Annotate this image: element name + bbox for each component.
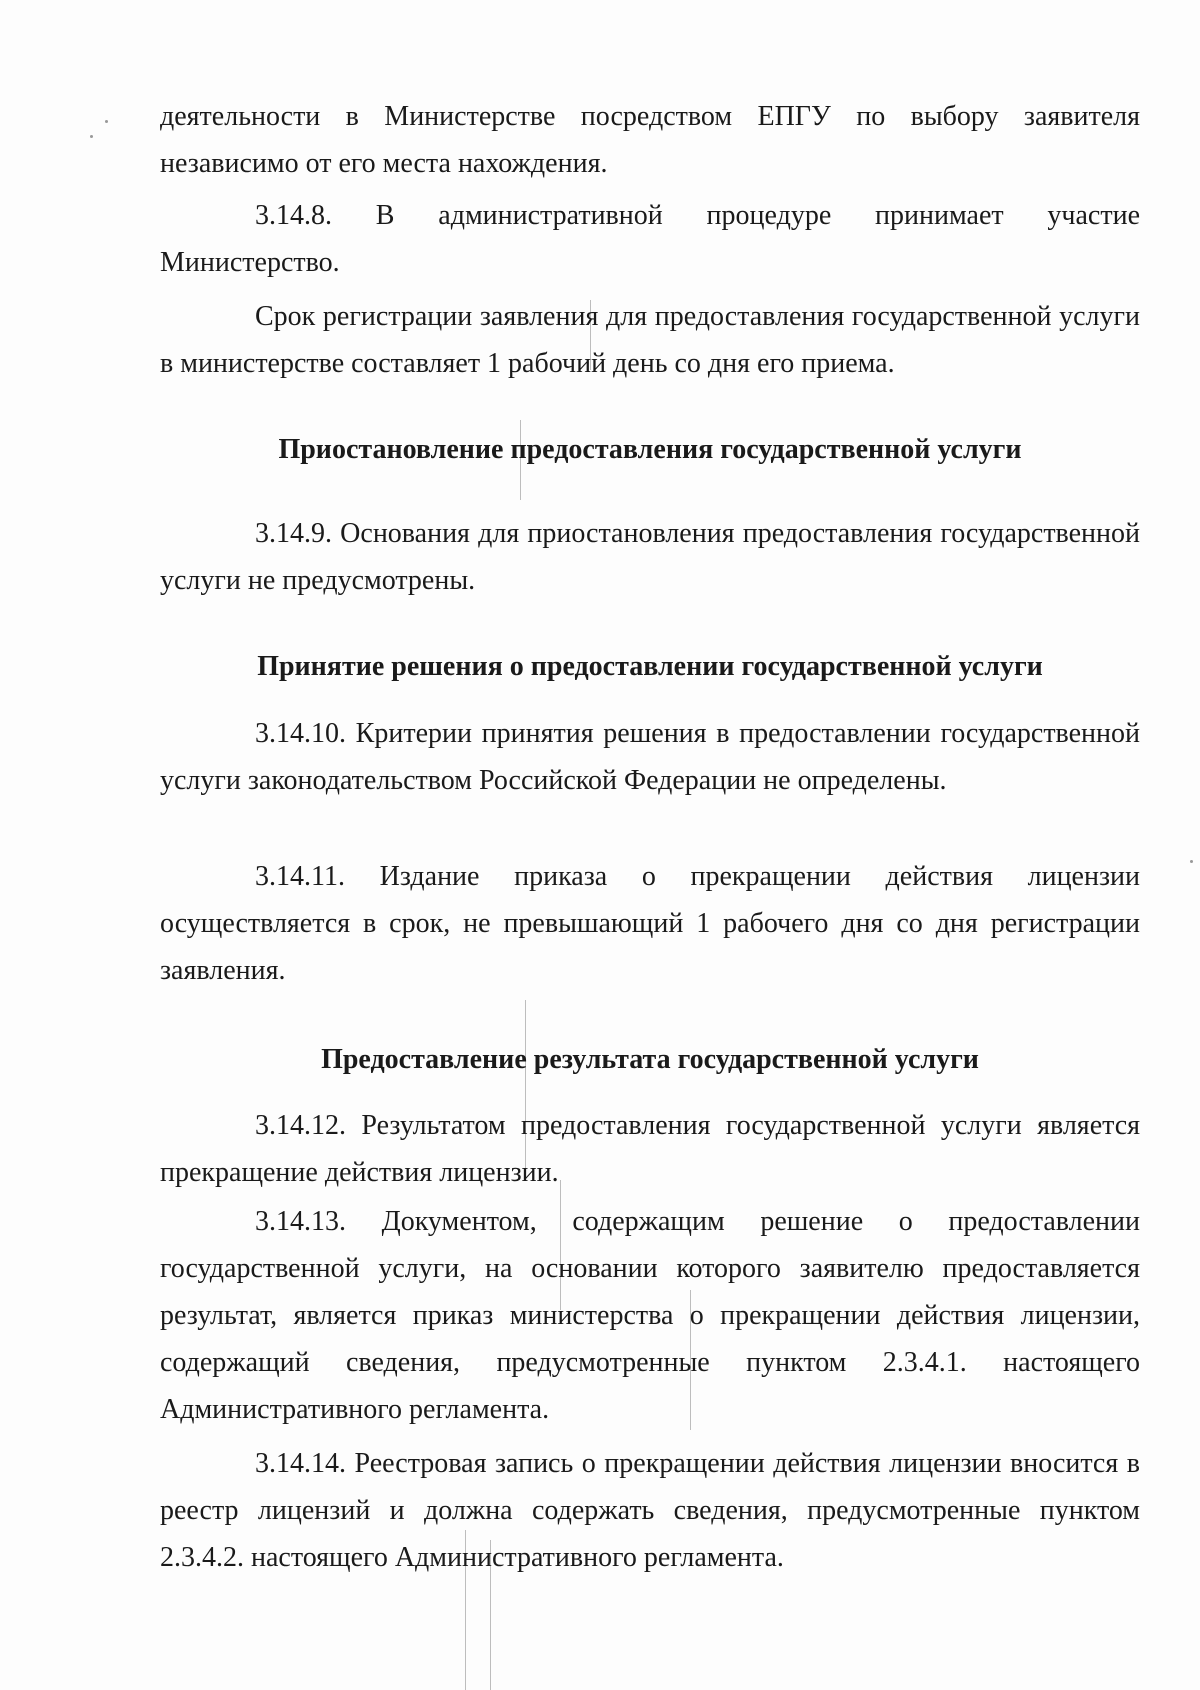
scan-speck [90, 135, 93, 138]
body-paragraph: 3.14.8. В административной процедуре принимает участие Министерство. [160, 200, 1140, 278]
body-paragraph: 3.14.14. Реестровая запись о прекращении действия лицензии вносится в реестр лицензий и должна содержать сведения, предусмотренные пунктом 2.3.4.2. настоящего Административного регламента. [160, 1448, 1140, 1573]
body-paragraph: 3.14.12. Результатом предоставления государственной услуги является прекращение действия лицензии. [160, 1110, 1140, 1188]
body-paragraph: деятельности в Министерстве посредством ЕПГУ по выбору заявителя независимо от его места нахождения. [160, 101, 1140, 179]
body-paragraph: 3.14.13. Документом, содержащим решение о предоставлении государственной услуги, на основании которого заявителю предоставляется результат, является приказ министерства о прекращении действия лицензии, содержащий сведения, предусмотренные пунктом 2.3.4.1. настоящего Административного регламента. [160, 1206, 1140, 1425]
section-heading: Приостановление предоставления государственной услуги [278, 434, 1022, 465]
body-paragraph: 3.14.9. Основания для приостановления предоставления государственной услуги не предусмотрены. [160, 518, 1140, 596]
body-paragraph: 3.14.10. Критерии принятия решения в предоставлении государственной услуги законодательством Российской Федерации не определены. [160, 718, 1140, 796]
section-heading: Предоставление результата государственной услуги [321, 1044, 979, 1075]
body-paragraph: 3.14.11. Издание приказа о прекращении действия лицензии осуществляется в срок, не превышающий 1 рабочего дня со дня регистрации заявления. [160, 861, 1140, 986]
body-paragraph: Срок регистрации заявления для предоставления государственной услуги в министерстве составляет 1 рабочий день со дня его приема. [160, 301, 1140, 379]
scan-speck [105, 120, 108, 123]
scan-speck [1190, 860, 1193, 863]
section-heading: Принятие решения о предоставлении государственной услуги [257, 651, 1043, 682]
